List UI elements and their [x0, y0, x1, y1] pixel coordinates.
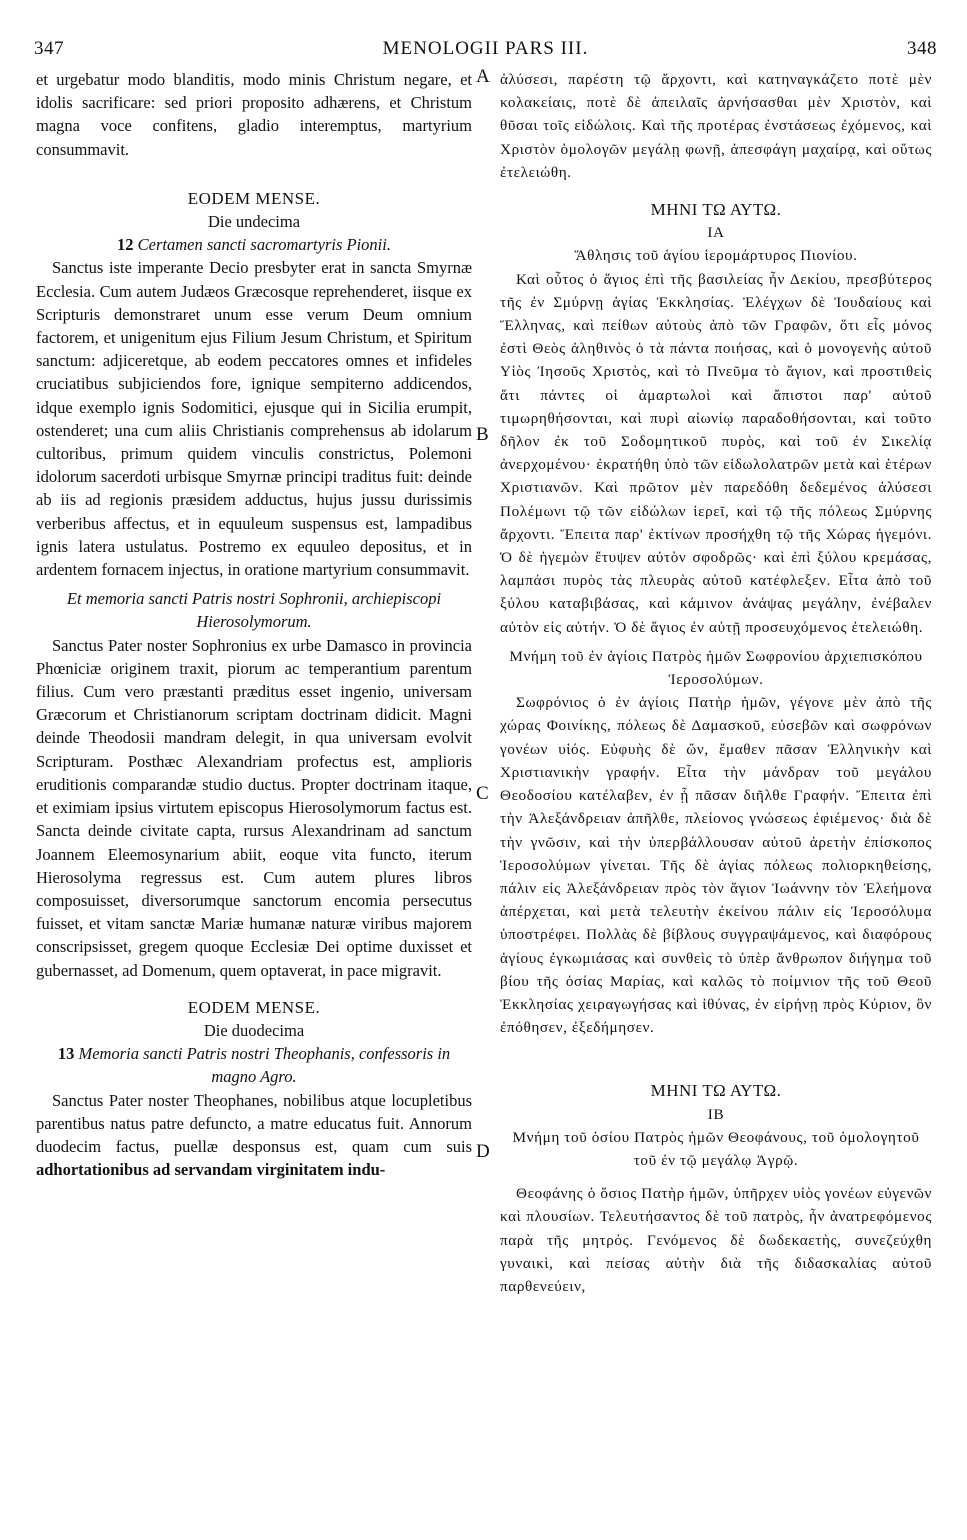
entry-number: 13	[57, 1044, 75, 1064]
latin-paragraph: Sanctus iste imperante Decio presbyter erat in sancta Smyrnæ Ecclesia. Cum autem Judæos Græcosque reprehenderet, iisque ex Scripturis demonstraret unum esse verum Deum omnium factorem, et unigenitum ejus Filium Jesum Christum, et Spiritum sanctum: adjiceretque, ab eodem peccatores omnes et infideles cruciatibus subjiciendos fore, ignique sempiterno addicendos, idque exemplo ignis Sodomitici, ejusque qui in Sicilia erumpit, ostenderet; una cum aliis Christianis comprehensus ab idolarum cultoribus, primum quidem vinculis constrictus, Polemoni idolorum sacerdoti urbisque Smyrnæ principi traditus fuit: deinde ab iis ad regionis præsidem adductus, hujus jussu durissimis verberibus affectus, et in equuleum suspensus est, lampadibus ignis latera ustulatus. Postremo ex equuleo depositus, et in ardentem fornacem injectus, in oratione martyrium consummavit.	[36, 258, 472, 580]
greek-paragraph: Καὶ οὗτος ὁ ἅγιος ἐπὶ τῆς βασιλείας ἦν Δεκίου, πρεσβύτερος τῆς ἐν Σμύρνῃ ἁγίας Ἐκκλησίας. Ἐλέγχων δὲ Ἰουδαίους καὶ Ἕλληνας, καὶ πείθων αὐτοὺς ἀπὸ τῶν Γραφῶν, ὅτι εἷς μόνος ἐστὶ Θεὸς ἀληθινὸς ὁ τὰ πάντα ποιήσας, καὶ ὁ μονογενὴς αὐτοῦ Υἱὸς Ἰησοῦς Χριστὸς, καὶ τὸ Πνεῦμα τὸ ἅγιον, καὶ προστιθεὶς ἅτι πάντες οἱ ἁμαρτωλοὶ καὶ ἄπιστοι παρ' αὐτοῦ τιμωρηθήσονται, καὶ πυρὶ αἰωνίῳ παραδοθήσονται, καὶ τοῦτο δῆλον ἐκ τοῦ Σοδομητικοῦ πυρὸς, καὶ τοῦ ἐν Σικελίᾳ ἀνερχομένου· ἐκρατήθη ὑπὸ τῶν εἰδωλολατρῶν μετὰ καὶ ἑτέρων Χριστιανῶν. Καὶ πρῶτον μὲν παρεδόθη δεδεμένος ἀλύσεσι Πολέμωνι τῷ τῶν εἰδώλων ἱερεῖ, καὶ τῷ τῆς πόλεως Σμύρνης ἄρχοντι. Ἔπειτα παρ' ἐκτίνων προσήχθη τῷ τῆς Χώρας ἡγεμόνι. Ὁ δὲ ἡγεμὼν ἔτυψεν αὐτὸν σφοδρῶς· καὶ ἐπὶ ξύλου κρεμάσας, λαμπάσι πυρὸς τὰς πλευρὰς αὐτοῦ κατέφλεξεν. Εἶτα ἀπὸ τοῦ ξύλου καταβιβάσας, καὶ κάμινον ἀνάψας μεγάλην, ἐνέβαλεν αὐτὸν εἰς αὐτήν. Ὁ δὲ ἅγιος ἐν αὐτῇ προσευχόμενος ἐτελειώθη.	[500, 270, 932, 636]
entry-title-greek: Μνήμη τοῦ ὁσίου Πατρὸς ἡμῶν Θεοφάνους, τοῦ ὁμολογητοῦ τοῦ ἐν τῷ μεγάλῳ Ἀγρῷ.	[512, 1128, 920, 1169]
latin-paragraph: et urgebatur modo blanditis, modo minis Christum negare, et idolis sacrificare: sed priori proposito adhærens, et Christum magna voce confitens, gladio interemptus, martyrium consummavit.	[36, 70, 472, 159]
day-heading-greek: ΙΑ	[707, 224, 725, 242]
section-heading: EODEM MENSE.	[187, 188, 321, 208]
entry-title-text: Certamen sancti sacromartyris Pionii.	[137, 235, 391, 255]
margin-letter-d: D	[476, 1141, 490, 1162]
page-number-left: 347	[34, 38, 64, 59]
day-heading-greek: ΙΒ	[707, 1105, 725, 1123]
margin-letter-c: C	[476, 783, 489, 804]
entry-title-greek: Μνήμη τοῦ ἐν ἁγίοις Πατρὸς ἡμῶν Σωφρονίου ἀρχιεπισκόπου Ἱεροσολύμων.	[509, 647, 923, 689]
entry-title	[36, 233, 472, 256]
greek-column	[500, 68, 932, 1298]
entry-title	[36, 1042, 472, 1088]
day-heading: Die undecima	[207, 212, 301, 232]
latin-last-line: adhortationibus ad servandam virginitatem indu-	[36, 1160, 386, 1180]
entry-title: Et memoria sancti Patris nostri Sophronii, archiepiscopi Hierosolymorum.	[66, 589, 442, 632]
greek-paragraph: ἀλύσεσι, παρέστη τῷ ἄρχοντι, καὶ κατηναγκάζετο ποτὲ μὲν κολακείαις, ποτὲ δὲ ἀπειλαῖς ἀρνήσασθαι μὲν Χριστὸν, καὶ θῦσαι τοῖς εἰδώλοις. Καὶ τῆς προτέρας ἐνστάσεως ἐχόμενος, καὶ Χριστὸν ὁμολογῶν μεγάλῃ φωνῇ, ἀπεσφάγη μαχαίρᾳ, καὶ οὕτως ἐτελειώθη.	[500, 71, 932, 181]
latin-column	[36, 68, 472, 1181]
running-header	[34, 34, 937, 64]
margin-letter-b: B	[476, 424, 489, 445]
section-heading-greek: ΜΗΝΙ ΤΩ ΑΥΤΩ.	[650, 1081, 782, 1101]
day-heading: Die duodecima	[203, 1020, 305, 1040]
margin-letter-a: A	[476, 66, 490, 87]
entry-title-greek: Ἄθλησις τοῦ ἁγίου ἱερομάρτυρος Πιονίου.	[574, 247, 858, 265]
section-heading: EODEM MENSE.	[187, 997, 321, 1017]
entry-number: 12	[117, 235, 134, 255]
entry-title-text: Memoria sancti Patris nostri Theophanis, confessoris in magno Agro.	[78, 1044, 451, 1087]
section-heading-greek: ΜΗΝΙ ΤΩ ΑΥΤΩ.	[650, 200, 782, 220]
latin-paragraph-text: Sanctus Pater noster Theophanes, nobilibus atque locupletibus parentibus natus patre defuncto, a matre educatus fuit. Annorum duodecim factus, puellæ desponsus est, quam cum suis	[36, 1090, 472, 1156]
running-title: MENOLOGII PARS III.	[382, 38, 589, 59]
latin-paragraph: Sanctus Pater noster Sophronius ex urbe Damasco in provincia Phœniciæ originem traxit, piorum ac temperantium parentum filius. Cum vero præstanti præditus esset ingenio, universam Græcorum et Christianorum scriptam doctrinam didicit. Magni deinde Theodosii mandram delegit, in qua universam evolvit Scripturam. Posthæc Alexandriam profectus est, amplioris eruditionis comparandæ studio ductus. Propter doctrinam itaque, et eximiam ipsius virtutem episcopus Hierosolymorum factus est. Sancta deinde civitate capta, rursus Alexandrinam ad sanctum Joannem Eleemosynarium abiit, eoque vita functo, iterum Hierosolyma regressus est. Cum autem plures libros composuisset, diversorumque sanctorum encomia persecutus fuisset, et vitam sanctæ Mariæ humanæ naturæ viribus majorem conscripsisset, gregem quoque Ecclesiæ Dei optime duxisset et gubernasset, ad Domenum, quem optaverat, in pace migravit.	[36, 635, 472, 980]
page-number-right: 348	[906, 38, 937, 59]
greek-paragraph: Σωφρόνιος ὁ ἐν ἁγίοις Πατὴρ ἡμῶν, γέγονε μὲν ἀπὸ τῆς χώρας Φοινίκης, πόλεως δὲ Δαμασκοῦ, εὐσεβῶν καὶ σωφρόνων γονέων υἱός. Εὐφυὴς δὲ ὤν, ἔμαθεν πᾶσαν Ἑλληνικὴν καὶ Χριστιανικὴν γραφήν. Εἶτα τὴν μάνδραν τοῦ μεγάλου Θεοδοσίου κατέλαβεν, ἐν ᾗ πᾶσαν διῆλθε Γραφήν. Ἔπειτα ἐπὶ τὴν Ἀλεξάνδρειαν ἀπῆλθε, πλείονος γνώσεως ἐφιέμενος· διὰ δὲ τὴν γνῶσιν, καὶ τὴν ὑπερβάλλουσαν αὐτοῦ ἀρετὴν ἐπίσκοπος Ἱεροσολύμων γίνεται. Τῆς δὲ ἁγίας πόλεως πολιορκηθείσης, πάλιν εἰς Ἀλεξάνδρειαν πρὸς τὸν ἅγιον Ἰωάννην τὸν Ἐλεήμονα ἀπέρχεται, καὶ μετὰ τελευτὴν ἐκείνου πάλιν εἰς Ἱεροσόλυμα ὑποστρέφει. Πολλὰς δὲ βίβλους συγγραψάμενος, καὶ διαφόρους ἁγίους ἐγκωμιάσας καὶ συνθεὶς τὸ ὑπὲρ ἄνθρωπον διήγημα τοῦ βίου τῆς ὁσίας Μαρίας, καὶ καλῶς τὸ ποίμνιον τῆς τοῦ Θεοῦ Ἐκκλησίας χειραγωγήσας καὶ ἰθύνας, ἐν εἰρήνῃ πρὸς Κύριον, ὃν ἐπόθησεν, ἐξεδήμησεν.	[500, 694, 932, 1037]
greek-paragraph: Θεοφάνης ὁ ὅσιος Πατὴρ ἡμῶν, ὑπῆρχεν υἱὸς γονέων εὐγενῶν καὶ πλουσίων. Τελευτήσαντος δὲ τοῦ πατρὸς, ἦν ἀνατρεφόμενος παρὰ τῆς μητρός. Γενόμενος δὲ δωδεκαετὴς, συνεζεύχθη γυναικὶ, καὶ πείσας αὐτὴν διὰ τῆς διδασκαλίας αὐτοῦ παρθενεύειν,	[500, 1185, 932, 1295]
latin-paragraph	[36, 1089, 472, 1182]
